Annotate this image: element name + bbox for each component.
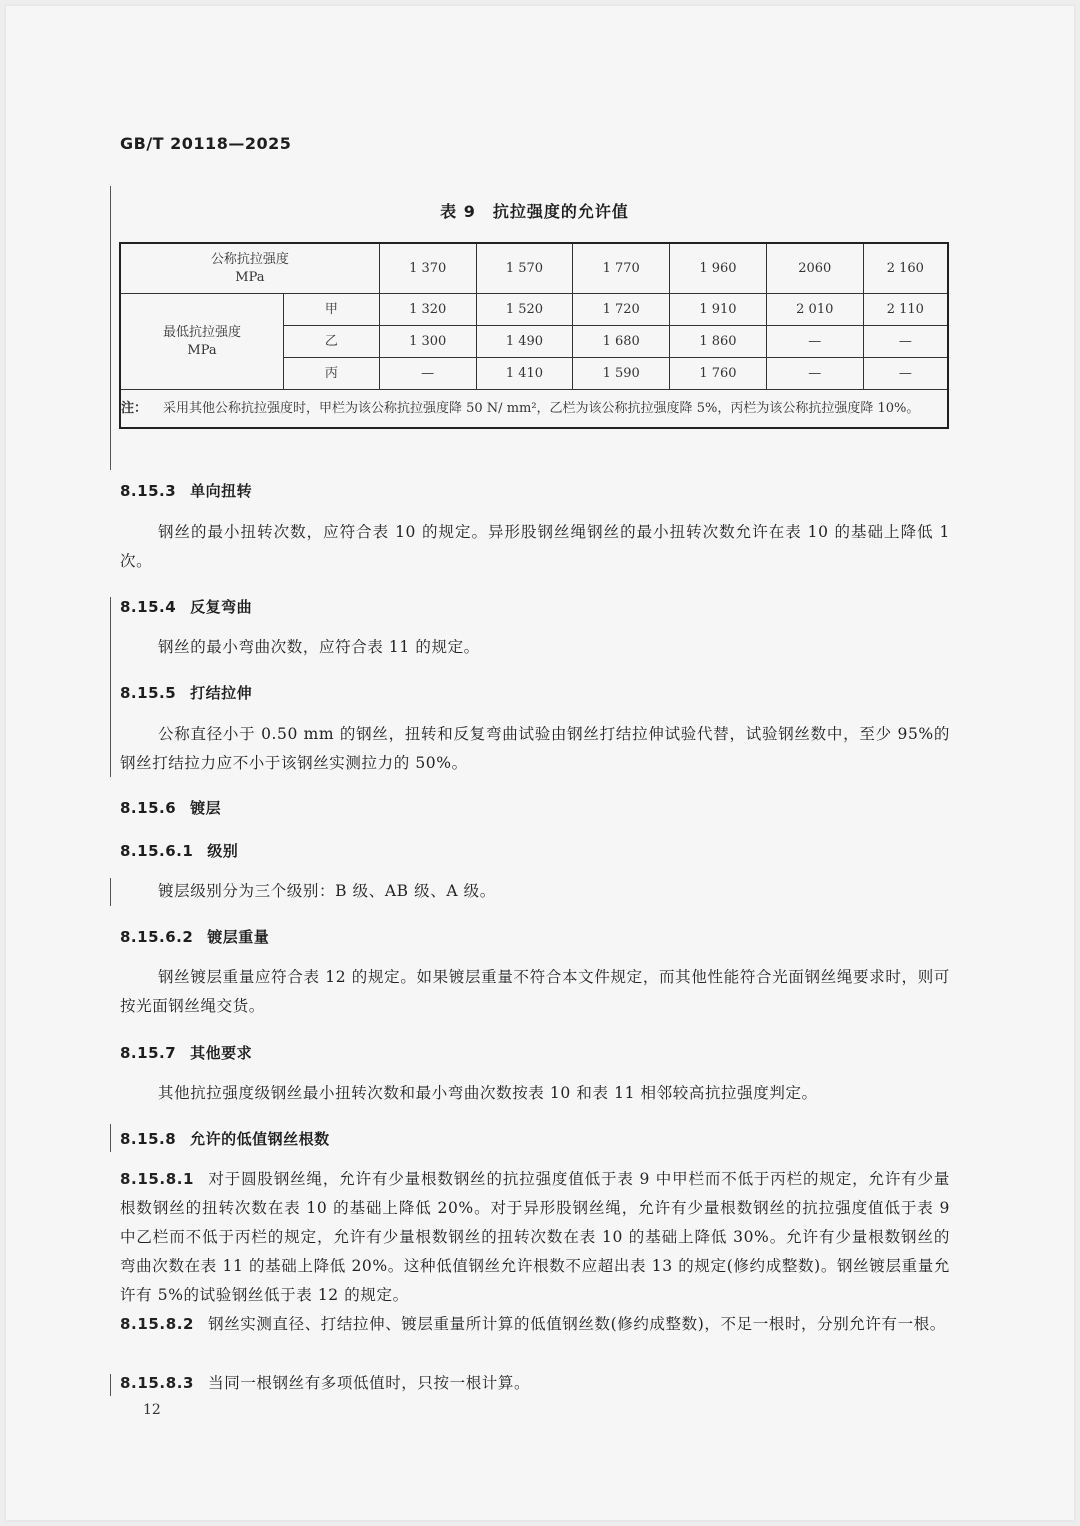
tensile-strength-table <box>119 242 949 429</box>
revision-bar <box>110 1374 111 1396</box>
table-cell: 1 320 <box>379 294 476 326</box>
note-text: 采用其他公称抗拉强度时，甲栏为该公称抗拉强度降 50 N/ mm²，乙栏为该公称抗拉强度降 5%，丙栏为该公称抗拉强度降 10%。 <box>163 401 920 416</box>
table-cell: 1 570 <box>476 243 573 294</box>
table-cell: 1 760 <box>670 358 767 390</box>
min-label: 最低抗拉强度 <box>163 324 242 340</box>
min-label-cell <box>120 294 284 390</box>
table-cell: 2 110 <box>863 294 948 326</box>
table-cell: — <box>379 358 476 390</box>
revision-bar <box>110 878 111 906</box>
table-cell: 2 010 <box>766 294 863 326</box>
revision-bar <box>110 186 111 470</box>
table-note <box>120 390 948 429</box>
paragraph-8-15-3: 钢丝的最小扭转次数，应符合表 10 的规定。异形股钢丝绳钢丝的最小扭转次数允许在表 10 的基础上降低 1 次。 <box>120 523 950 570</box>
table-cell: 1 960 <box>670 243 767 294</box>
table-cell: 2 160 <box>863 243 948 294</box>
paragraph-8-15-7: 其他抗拉强度级钢丝最小扭转次数和最小弯曲次数按表 10 和表 11 相邻较高抗拉强度判定。 <box>158 1084 818 1102</box>
table-cell: 1 300 <box>379 326 476 358</box>
section-heading-8-15-5: 8.15.5 打结拉伸 <box>120 684 253 702</box>
table-cell: 1 680 <box>573 326 670 358</box>
paragraph-8-15-6-2: 钢丝镀层重量应符合表 12 的规定。如果镀层重量不符合本文件规定，而其他性能符合光面钢丝绳要求时，则可按光面钢丝绳交货。 <box>120 968 950 1015</box>
standard-code-header: GB/T 20118—2025 <box>120 134 292 153</box>
section-heading-8-15-4: 8.15.4 反复弯曲 <box>120 598 253 616</box>
table-cell: — <box>766 326 863 358</box>
grade-cell: 乙 <box>284 326 380 358</box>
min-unit: MPa <box>187 342 217 358</box>
paragraph-8-15-6-1: 镀层级别分为三个级别：B 级、AB 级、A 级。 <box>158 882 496 900</box>
nominal-label-cell <box>120 243 379 294</box>
nominal-row <box>120 243 948 294</box>
note-label: 注： <box>121 401 148 416</box>
table-cell: — <box>863 326 948 358</box>
table-cell: 2060 <box>766 243 863 294</box>
table-cell: 1 410 <box>476 358 573 390</box>
table-row <box>120 294 948 326</box>
section-heading-8-15-6-2: 8.15.6.2 镀层重量 <box>120 928 270 946</box>
grade-cell: 丙 <box>284 358 380 390</box>
section-heading-8-15-7: 8.15.7 其他要求 <box>120 1044 253 1062</box>
table-cell: — <box>766 358 863 390</box>
table-cell: 1 590 <box>573 358 670 390</box>
revision-bar <box>110 1124 111 1152</box>
paragraph-8-15-8-3: 8.15.8.3 当同一根钢丝有多项低值时，只按一根计算。 <box>120 1374 531 1392</box>
paragraph-8-15-5: 公称直径小于 0.50 mm 的钢丝，扭转和反复弯曲试验由钢丝打结拉伸试验代替，试验钢丝数中，至少 95%的钢丝打结拉力应不小于该钢丝实测拉力的 50%。 <box>120 725 950 772</box>
grade-cell: 甲 <box>284 294 380 326</box>
table-cell: 1 520 <box>476 294 573 326</box>
section-heading-8-15-6: 8.15.6 镀层 <box>120 799 222 817</box>
paragraph-8-15-4: 钢丝的最小弯曲次数，应符合表 11 的规定。 <box>158 638 480 656</box>
nominal-unit: MPa <box>235 269 265 285</box>
section-heading-8-15-3: 8.15.3 单向扭转 <box>120 482 253 500</box>
nominal-label: 公称抗拉强度 <box>210 251 289 267</box>
table-cell: 1 910 <box>670 294 767 326</box>
table-cell: 1 770 <box>573 243 670 294</box>
paragraph-8-15-8-1: 8.15.8.1 对于圆股钢丝绳，允许有少量根数钢丝的抗拉强度值低于表 9 中甲栏而不低于丙栏的规定，允许有少量根数钢丝的扭转次数在表 10 的基础上降低 20%。对于异形股钢丝绳，允许有少量根数钢丝的抗拉强度值低于表 9 中乙栏而不低于丙栏的规定，允许有少量根数钢丝的扭转次数在表 10 的基础上降低 30%。允许有少量根数钢丝的弯曲次数在表 11 的基础上降低 20%。这种低值钢丝允许根数不应超出表 13 的规定(修约成整数)。钢丝镀层重量允许有 5%的试验钢丝低于表 12 的规定。 <box>120 1170 950 1304</box>
table-cell: 1 370 <box>379 243 476 294</box>
page-number: 12 <box>143 1402 161 1418</box>
table-note-row <box>120 390 948 429</box>
table-cell: 1 490 <box>476 326 573 358</box>
section-heading-8-15-8: 8.15.8 允许的低值钢丝根数 <box>120 1130 330 1148</box>
table-cell: 1 860 <box>670 326 767 358</box>
paragraph-8-15-8-2: 8.15.8.2 钢丝实测直径、打结拉伸、镀层重量所计算的低值钢丝数(修约成整数)，不足一根时，分别允许有一根。 <box>120 1315 946 1333</box>
table-cell: — <box>863 358 948 390</box>
section-heading-8-15-6-1: 8.15.6.1 级别 <box>120 842 239 860</box>
table-title: 表 9 抗拉强度的允许值 <box>440 202 629 221</box>
revision-bar <box>110 597 111 777</box>
table-cell: 1 720 <box>573 294 670 326</box>
